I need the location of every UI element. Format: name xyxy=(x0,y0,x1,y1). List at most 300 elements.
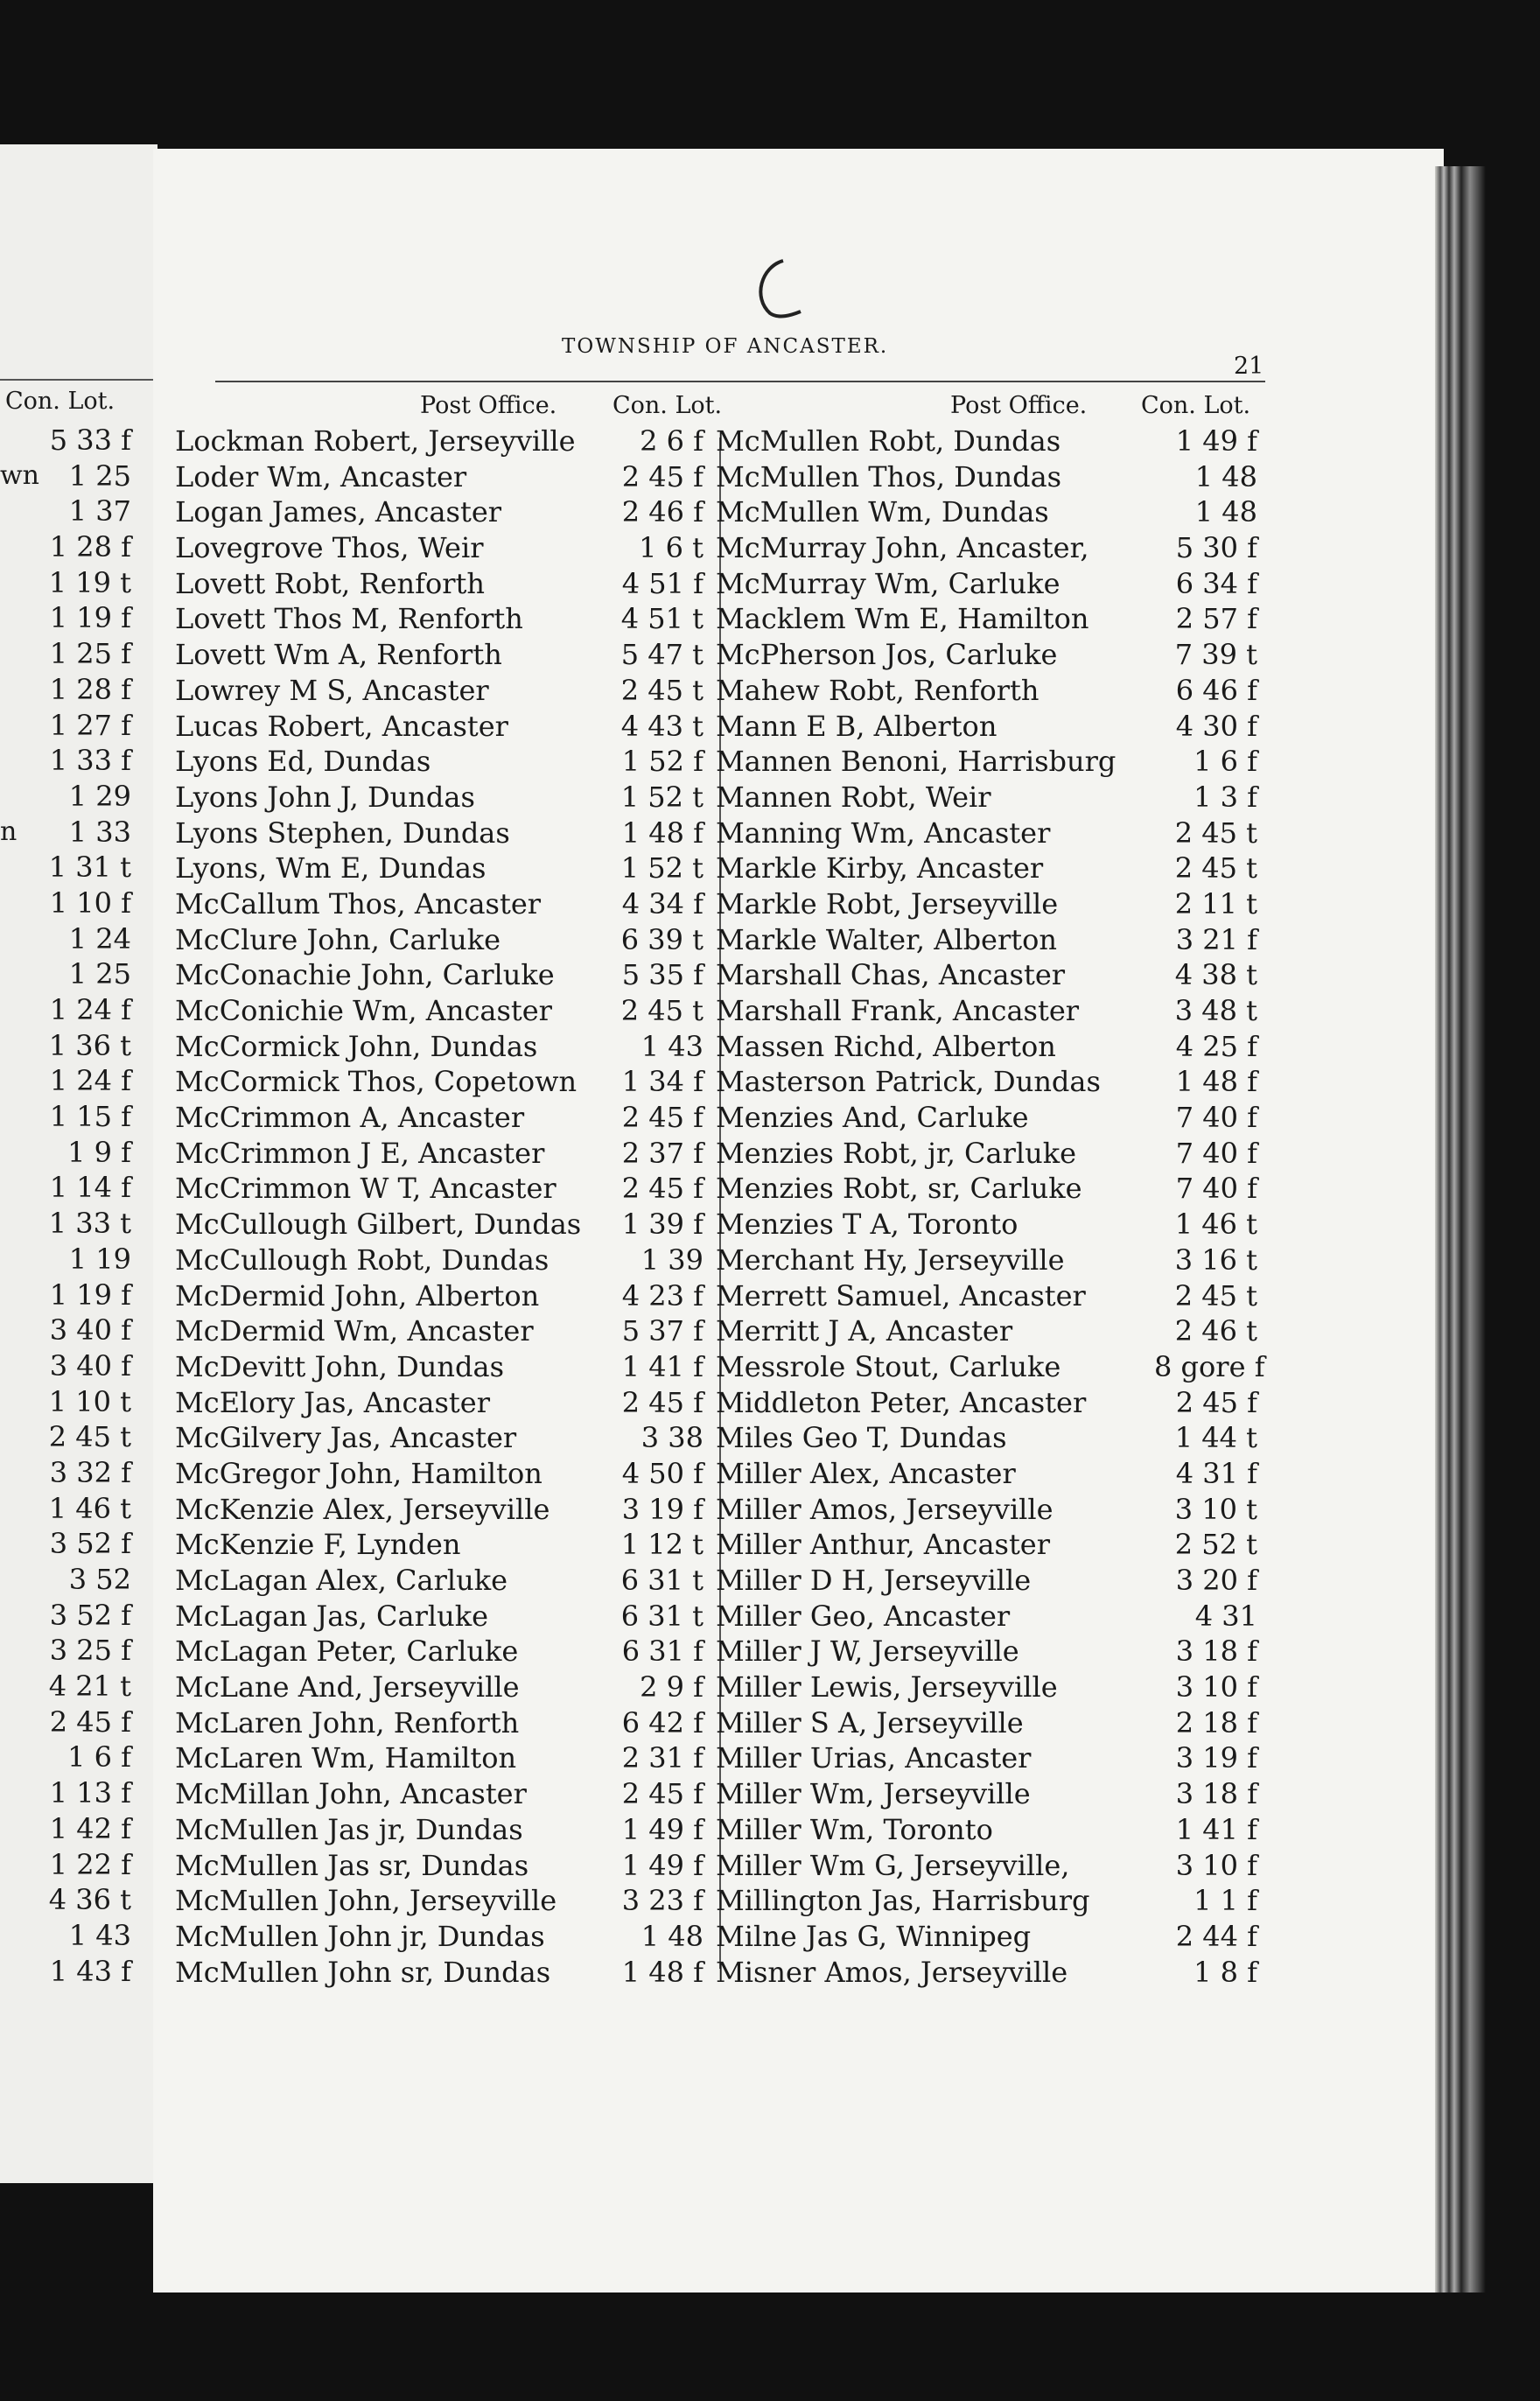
entry-con-lot: 4 51 f xyxy=(621,566,704,600)
directory-entry xyxy=(175,1563,709,1599)
entry-name-post-office: McDermid John, Alberton xyxy=(175,1278,540,1312)
directory-entry xyxy=(175,459,709,495)
entry-name-post-office: McMullen Jas sr, Dundas xyxy=(175,1848,529,1882)
entry-name-post-office: Massen Richd, Alberton xyxy=(716,1029,1056,1063)
entry-con-lot: 7 40 f xyxy=(1175,1101,1257,1135)
entry-con-lot: 4 31 f xyxy=(1175,1456,1257,1490)
facing-page-row xyxy=(0,708,158,744)
directory-entry xyxy=(175,1599,709,1634)
facing-page-con-lot: 1 14 f xyxy=(49,1171,131,1205)
facing-page-row xyxy=(0,565,158,601)
entry-con-lot: 3 16 t xyxy=(1174,1242,1257,1277)
directory-entry xyxy=(716,1705,1263,1741)
directory-entry xyxy=(716,1278,1263,1314)
entry-name-post-office: Markle Robt, Jerseyville xyxy=(716,886,1059,920)
entry-name-post-office: Manning Wm, Ancaster xyxy=(716,816,1051,850)
entry-name-post-office: McMullen John jr, Dundas xyxy=(175,1919,545,1953)
entry-name-post-office: Lovett Thos M, Renforth xyxy=(175,602,523,636)
entry-con-lot: 2 45 f xyxy=(621,1172,704,1206)
entry-con-lot: 2 45 t xyxy=(620,994,704,1027)
entry-name-post-office: Loder Wm, Ancaster xyxy=(175,459,467,494)
directory-entry xyxy=(716,1136,1263,1172)
facing-page-con-lot: 1 15 f xyxy=(49,1100,131,1134)
entry-con-lot: 1 6 f xyxy=(1194,745,1257,779)
entry-con-lot: 2 45 t xyxy=(620,673,704,707)
directory-entry xyxy=(175,1776,709,1812)
facing-page-row xyxy=(0,921,158,957)
entry-con-lot: 4 30 f xyxy=(1175,709,1257,743)
directory-entry xyxy=(716,1919,1263,1955)
entry-con-lot: 6 31 t xyxy=(620,1564,704,1597)
entry-con-lot: 2 46 t xyxy=(1174,1314,1257,1348)
facing-page-con-lot: 1 43 f xyxy=(49,1954,131,1988)
directory-entry xyxy=(716,709,1263,745)
directory-entry xyxy=(716,1812,1263,1848)
entry-con-lot: 2 45 f xyxy=(621,1385,704,1419)
facing-page-row xyxy=(0,1954,158,1990)
directory-entry xyxy=(716,1955,1263,1991)
entry-name-post-office: Lovett Wm A, Renforth xyxy=(175,638,502,672)
directory-entry xyxy=(716,1242,1263,1278)
entry-con-lot: 2 45 f xyxy=(621,1777,704,1811)
facing-page-row xyxy=(0,529,158,565)
facing-page-con-lot: 1 6 f xyxy=(67,1740,131,1774)
directory-entry xyxy=(716,993,1263,1029)
directory-entry xyxy=(716,1171,1263,1207)
directory-entry xyxy=(716,922,1263,958)
entry-con-lot: 4 51 t xyxy=(620,602,704,636)
entry-name-post-office: McMullen John sr, Dundas xyxy=(175,1955,551,1989)
facing-page-con-lot: 1 19 xyxy=(68,1242,131,1276)
directory-entry xyxy=(175,1349,709,1385)
facing-page-row xyxy=(0,1384,158,1420)
entry-con-lot: 6 39 t xyxy=(620,922,704,956)
entry-name-post-office: Menzies Robt, jr, Carluke xyxy=(716,1136,1077,1170)
directory-entry xyxy=(175,816,709,851)
entry-name-post-office: McMurray Wm, Carluke xyxy=(716,566,1060,600)
entry-con-lot: 5 47 t xyxy=(620,638,704,672)
entry-con-lot: 1 48 f xyxy=(621,816,704,850)
entry-con-lot: 2 18 f xyxy=(1175,1705,1257,1740)
entry-con-lot: 3 38 xyxy=(640,1421,704,1455)
column-header xyxy=(716,392,1263,424)
directory-entry xyxy=(716,816,1263,851)
entry-con-lot: 2 31 f xyxy=(621,1741,704,1775)
directory-entry xyxy=(175,1171,709,1207)
entry-con-lot: 1 52 t xyxy=(620,851,704,886)
entry-con-lot: 3 20 f xyxy=(1175,1564,1257,1597)
entry-name-post-office: McConichie Wm, Ancaster xyxy=(175,994,552,1027)
facing-page-rows xyxy=(0,423,158,1989)
directory-entry xyxy=(716,1100,1263,1136)
directory-entry xyxy=(175,1064,709,1100)
directory-entry xyxy=(175,1812,709,1848)
directory-entry xyxy=(175,957,709,993)
entry-con-lot: 1 49 f xyxy=(621,1812,704,1846)
entry-con-lot: 1 34 f xyxy=(621,1065,704,1099)
facing-page-con-lot: 1 36 t xyxy=(48,1028,131,1062)
facing-page-row xyxy=(0,956,158,992)
entry-name-post-office: McMullen Jas jr, Dundas xyxy=(175,1812,523,1846)
entry-name-post-office: Mannen Benoni, Harrisburg xyxy=(716,745,1116,779)
directory-entry xyxy=(716,1420,1263,1456)
entry-name-post-office: Lyons, Wm E, Dundas xyxy=(175,851,486,886)
facing-page-row xyxy=(0,1028,158,1064)
entry-con-lot: 1 49 f xyxy=(1175,424,1257,458)
directory-entry xyxy=(716,1456,1263,1492)
directory-entry xyxy=(175,1313,709,1349)
entry-con-lot: 1 41 f xyxy=(621,1349,704,1383)
entry-con-lot: 1 48 f xyxy=(1175,1065,1257,1099)
facing-page-con-lot: 1 27 f xyxy=(49,708,131,742)
facing-page-rule xyxy=(0,379,158,381)
directory-entry xyxy=(175,1456,709,1492)
facing-page-row xyxy=(0,423,158,458)
entry-name-post-office: McClure John, Carluke xyxy=(175,922,501,956)
entry-name-post-office: Miller Wm, Toronto xyxy=(716,1812,993,1846)
entry-name-post-office: McMullen Wm, Dundas xyxy=(716,495,1049,529)
facing-page-row xyxy=(0,600,158,636)
entry-con-lot: 1 3 f xyxy=(1194,780,1257,814)
entry-name-post-office: Miller Amos, Jerseyville xyxy=(716,1492,1054,1526)
directory-entry xyxy=(175,424,709,459)
entry-name-post-office: Markle Kirby, Ancaster xyxy=(716,851,1044,886)
facing-page-row xyxy=(0,1170,158,1206)
facing-page-con-lot: 1 46 t xyxy=(48,1491,131,1525)
facing-page-row xyxy=(0,1918,158,1954)
facing-page-row xyxy=(0,1135,158,1171)
directory-entry xyxy=(175,744,709,780)
facing-page-row xyxy=(0,494,158,529)
entry-name-post-office: Menzies Robt, sr, Carluke xyxy=(716,1172,1082,1206)
entry-con-lot: 1 48 xyxy=(1194,459,1257,494)
entry-con-lot: 1 6 t xyxy=(639,531,704,565)
entry-name-post-office: Marshall Chas, Ancaster xyxy=(716,958,1066,992)
directory-column-left xyxy=(175,392,723,1990)
entry-name-post-office: Markle Walter, Alberton xyxy=(716,922,1058,956)
entry-con-lot: 3 10 t xyxy=(1174,1492,1257,1526)
entry-con-lot: 2 45 t xyxy=(1174,816,1257,850)
entry-con-lot: 3 21 f xyxy=(1175,922,1257,956)
entry-name-post-office: Logan James, Ancaster xyxy=(175,495,502,529)
entry-con-lot: 2 11 t xyxy=(1174,886,1257,920)
facing-page-con-lot: 2 45 f xyxy=(49,1704,131,1739)
entry-con-lot: 4 50 f xyxy=(621,1456,704,1490)
facing-page-row xyxy=(0,779,158,815)
facing-page-row xyxy=(0,1598,158,1634)
facing-page-row xyxy=(0,1419,158,1455)
facing-page-con-lot: 1 25 f xyxy=(49,637,131,671)
entry-name-post-office: Lyons Stephen, Dundas xyxy=(175,816,510,850)
facing-page-con-lot: 1 13 f xyxy=(49,1776,131,1810)
entry-name-post-office: Miller Geo, Ancaster xyxy=(716,1599,1011,1633)
directory-entry xyxy=(175,1848,709,1884)
entry-name-post-office: Lyons John J, Dundas xyxy=(175,780,475,814)
entry-con-lot: 4 43 t xyxy=(620,709,704,743)
directory-entry xyxy=(716,1527,1263,1563)
directory-entry xyxy=(716,850,1263,886)
entry-list xyxy=(175,424,709,1990)
entry-name-post-office: McCullough Robt, Dundas xyxy=(175,1242,550,1277)
facing-page-row xyxy=(0,1704,158,1740)
entry-con-lot: 6 34 f xyxy=(1175,566,1257,600)
entry-con-lot: 6 42 f xyxy=(621,1705,704,1740)
facing-page-row xyxy=(0,1206,158,1242)
facing-page-con-lot: 1 25 xyxy=(68,458,131,493)
facing-page-con-lot: 1 31 t xyxy=(48,850,131,885)
facing-page-con-lot: 1 43 xyxy=(68,1918,131,1952)
entry-name-post-office: McPherson Jos, Carluke xyxy=(716,638,1058,672)
directory-entry xyxy=(175,1242,709,1278)
facing-page-row xyxy=(0,1811,158,1847)
directory-entry xyxy=(175,1385,709,1421)
entry-name-post-office: Marshall Frank, Ancaster xyxy=(716,994,1080,1027)
entry-name-post-office: McLagan Peter, Carluke xyxy=(175,1634,519,1669)
post-office-heading: Post Office. xyxy=(420,392,557,419)
directory-entry xyxy=(716,1599,1263,1634)
entry-name-post-office: Lovegrove Thos, Weir xyxy=(175,531,484,565)
entry-con-lot: 2 45 f xyxy=(1175,1385,1257,1419)
directory-entry xyxy=(716,494,1263,530)
facing-page-row xyxy=(0,1633,158,1669)
directory-entry xyxy=(175,1740,709,1776)
column-header xyxy=(175,392,723,424)
entry-name-post-office: Miller Anthur, Ancaster xyxy=(716,1528,1051,1562)
entry-con-lot: 4 34 f xyxy=(621,886,704,920)
facing-page-row xyxy=(0,1740,158,1775)
entry-name-post-office: McCrimmon W T, Ancaster xyxy=(175,1172,556,1206)
directory-entry xyxy=(175,1527,709,1563)
entry-con-lot: 3 48 t xyxy=(1174,994,1257,1027)
entry-name-post-office: Miller Wm G, Jerseyville, xyxy=(716,1848,1070,1882)
facing-page-row xyxy=(0,1526,158,1562)
directory-entry xyxy=(175,1670,709,1705)
directory-entry xyxy=(716,637,1263,673)
entry-con-lot: 3 19 f xyxy=(1175,1741,1257,1775)
entry-name-post-office: McElory Jas, Ancaster xyxy=(175,1385,490,1419)
entry-name-post-office: Lovett Robt, Renforth xyxy=(175,566,485,600)
directory-entry xyxy=(175,566,709,602)
facing-page-row-fragment: wn xyxy=(0,459,39,491)
entry-con-lot: 7 39 t xyxy=(1174,638,1257,672)
entry-name-post-office: Mann E B, Alberton xyxy=(716,709,998,743)
entry-name-post-office: Miller S A, Jerseyville xyxy=(716,1705,1024,1740)
entry-con-lot: 2 37 f xyxy=(621,1136,704,1170)
facing-page-con-lot: 1 19 f xyxy=(49,1278,131,1312)
entry-con-lot: 2 57 f xyxy=(1175,602,1257,636)
entry-name-post-office: McCormick John, Dundas xyxy=(175,1029,538,1063)
entry-name-post-office: Mahew Robt, Renforth xyxy=(716,673,1040,707)
entry-con-lot: 2 44 f xyxy=(1175,1919,1257,1953)
directory-entry xyxy=(175,1919,709,1955)
facing-page-con-lot: 4 21 t xyxy=(48,1670,131,1704)
directory-entry xyxy=(175,530,709,566)
facing-page-row xyxy=(0,1348,158,1384)
facing-page-con-lot: 3 40 f xyxy=(49,1348,131,1382)
facing-page-con-lot: 1 33 f xyxy=(49,744,131,778)
entry-name-post-office: Middleton Peter, Ancaster xyxy=(716,1385,1087,1419)
directory-entry xyxy=(716,1634,1263,1670)
entry-con-lot: 2 45 f xyxy=(621,459,704,494)
entry-name-post-office: McMullen John, Jerseyville xyxy=(175,1884,557,1918)
entry-name-post-office: Miller D H, Jerseyville xyxy=(716,1564,1032,1597)
entry-con-lot: 2 45 t xyxy=(1174,851,1257,886)
facing-page-con-lot: 1 10 f xyxy=(49,886,131,920)
entry-name-post-office: Masterson Patrick, Dundas xyxy=(716,1065,1101,1099)
facing-page-con-lot: 1 19 t xyxy=(48,565,131,599)
entry-name-post-office: Miller Urias, Ancaster xyxy=(716,1741,1032,1775)
directory-entry xyxy=(716,1349,1263,1385)
entry-name-post-office: Milne Jas G, Winnipeg xyxy=(716,1919,1032,1953)
entry-con-lot: 4 25 f xyxy=(1175,1029,1257,1063)
header-rule xyxy=(215,381,1265,382)
directory-entry xyxy=(175,1492,709,1528)
facing-page-row xyxy=(0,672,158,708)
entry-con-lot: 3 18 f xyxy=(1175,1634,1257,1669)
entry-con-lot: 7 40 f xyxy=(1175,1136,1257,1170)
entry-name-post-office: McGregor John, Hamilton xyxy=(175,1456,542,1490)
facing-page-con-lot: 3 52 f xyxy=(49,1527,131,1561)
entry-con-lot: 3 10 f xyxy=(1175,1848,1257,1882)
entry-con-lot: 3 23 f xyxy=(621,1884,704,1918)
directory-entry xyxy=(716,459,1263,495)
directory-entry xyxy=(175,780,709,816)
directory-entry xyxy=(175,886,709,922)
facing-page-con-lot: 1 25 xyxy=(68,957,131,991)
entry-name-post-office: Miles Geo T, Dundas xyxy=(716,1421,1007,1455)
directory-entry xyxy=(175,1207,709,1242)
directory-entry xyxy=(175,1634,709,1670)
entry-name-post-office: McLaren Wm, Hamilton xyxy=(175,1741,517,1775)
facing-page-row xyxy=(0,743,158,779)
facing-page-con-lot: 2 45 t xyxy=(48,1420,131,1454)
facing-page-header: Con. Lot. xyxy=(5,388,116,415)
directory-entry xyxy=(716,744,1263,780)
directory-entry xyxy=(175,1029,709,1065)
entry-name-post-office: Menzies And, Carluke xyxy=(716,1101,1029,1135)
directory-entry xyxy=(175,1100,709,1136)
entry-con-lot: 1 48 xyxy=(1194,495,1257,529)
facing-page-row xyxy=(0,850,158,886)
directory-entry xyxy=(175,709,709,745)
facing-page-row xyxy=(0,458,158,494)
entry-name-post-office: McConachie John, Carluke xyxy=(175,958,555,992)
entry-con-lot: 1 39 xyxy=(640,1242,704,1277)
entry-name-post-office: Mannen Robt, Weir xyxy=(716,780,991,814)
entry-con-lot: 1 8 f xyxy=(1194,1955,1257,1989)
entry-name-post-office: Messrole Stout, Carluke xyxy=(716,1349,1061,1383)
entry-name-post-office: McMullen Thos, Dundas xyxy=(716,459,1062,494)
directory-entry xyxy=(175,494,709,530)
facing-page-con-lot: 1 33 xyxy=(68,815,131,849)
directory-entry xyxy=(175,993,709,1029)
facing-page-row xyxy=(0,992,158,1028)
entry-name-post-office: Miller Wm, Jerseyville xyxy=(716,1777,1031,1811)
directory-entry xyxy=(175,922,709,958)
facing-page-con-lot: 1 42 f xyxy=(49,1811,131,1845)
facing-page-con-lot: 3 32 f xyxy=(49,1455,131,1489)
page-number: 21 xyxy=(1234,353,1264,380)
entry-con-lot: 1 48 f xyxy=(621,1955,704,1989)
directory-entry xyxy=(716,1313,1263,1349)
entry-name-post-office: McKenzie F, Lynden xyxy=(175,1528,461,1562)
facing-page-con-lot: 1 37 xyxy=(68,494,131,528)
con-lot-heading: Con. Lot. xyxy=(612,392,723,419)
directory-entry xyxy=(716,1670,1263,1705)
entry-name-post-office: McLaren John, Renforth xyxy=(175,1705,520,1740)
directory-entry xyxy=(716,530,1263,566)
facing-page-row xyxy=(0,815,158,850)
entry-name-post-office: Menzies T A, Toronto xyxy=(716,1208,1018,1242)
directory-entry xyxy=(716,1563,1263,1599)
facing-page-con-lot: 3 25 f xyxy=(49,1634,131,1668)
directory-entry xyxy=(175,673,709,709)
entry-con-lot: 2 6 f xyxy=(640,424,704,458)
facing-page-con-lot: 4 36 t xyxy=(48,1883,131,1917)
book-page-edges xyxy=(1435,166,1488,2292)
entry-con-lot: 1 1 f xyxy=(1194,1884,1257,1918)
entry-name-post-office: Lyons Ed, Dundas xyxy=(175,745,431,779)
entry-name-post-office: McMurray John, Ancaster, xyxy=(716,531,1089,565)
directory-column-right xyxy=(716,392,1263,1990)
facing-page-con-lot: 3 52 f xyxy=(49,1598,131,1632)
directory-entry xyxy=(175,1883,709,1919)
directory-entry xyxy=(716,1848,1263,1884)
facing-page-con-lot: 3 52 xyxy=(68,1563,131,1596)
facing-page-row xyxy=(0,1491,158,1527)
directory-entry xyxy=(175,1955,709,1991)
entry-name-post-office: Merrett Samuel, Ancaster xyxy=(716,1278,1086,1312)
directory-entry xyxy=(716,673,1263,709)
directory-entry xyxy=(175,601,709,637)
entry-name-post-office: Merritt J A, Ancaster xyxy=(716,1314,1013,1348)
directory-entry xyxy=(175,637,709,673)
entry-con-lot: 6 31 f xyxy=(621,1634,704,1669)
facing-page-con-lot: 3 40 f xyxy=(49,1313,131,1348)
directory-entry xyxy=(716,1883,1263,1919)
directory-entry xyxy=(175,1705,709,1741)
entry-con-lot: 8 gore f xyxy=(1154,1349,1265,1383)
entry-name-post-office: Miller J W, Jerseyville xyxy=(716,1634,1019,1669)
entry-name-post-office: McDevitt John, Dundas xyxy=(175,1349,504,1383)
directory-entry xyxy=(716,780,1263,816)
directory-entry xyxy=(716,601,1263,637)
entry-con-lot: 5 30 f xyxy=(1175,531,1257,565)
entry-con-lot: 4 31 xyxy=(1194,1599,1257,1633)
facing-page-row xyxy=(0,1669,158,1704)
facing-page-con-lot: 5 33 f xyxy=(49,424,131,457)
entry-name-post-office: McLane And, Jerseyville xyxy=(175,1670,520,1704)
entry-con-lot: 2 45 t xyxy=(1174,1278,1257,1312)
entry-name-post-office: McCrimmon A, Ancaster xyxy=(175,1101,525,1135)
entry-name-post-office: Miller Alex, Ancaster xyxy=(716,1456,1016,1490)
facing-page-con-lot: 1 10 t xyxy=(48,1384,131,1418)
facing-page-row xyxy=(0,1455,158,1491)
post-office-heading: Post Office. xyxy=(950,392,1088,419)
entry-name-post-office: Millington Jas, Harrisburg xyxy=(716,1884,1090,1918)
directory-entry xyxy=(716,1776,1263,1812)
facing-page-con-lot: 1 24 f xyxy=(49,993,131,1026)
directory-entry xyxy=(716,566,1263,602)
directory-entry xyxy=(716,1385,1263,1421)
entry-name-post-office: McDermid Wm, Ancaster xyxy=(175,1314,534,1348)
directory-entry xyxy=(716,1064,1263,1100)
facing-page-con-lot: 1 9 f xyxy=(67,1135,131,1169)
facing-page-con-lot: 1 24 xyxy=(68,921,131,956)
directory-entry xyxy=(175,1278,709,1314)
facing-page-fragment xyxy=(0,144,158,2183)
entry-name-post-office: McCrimmon J E, Ancaster xyxy=(175,1136,545,1170)
